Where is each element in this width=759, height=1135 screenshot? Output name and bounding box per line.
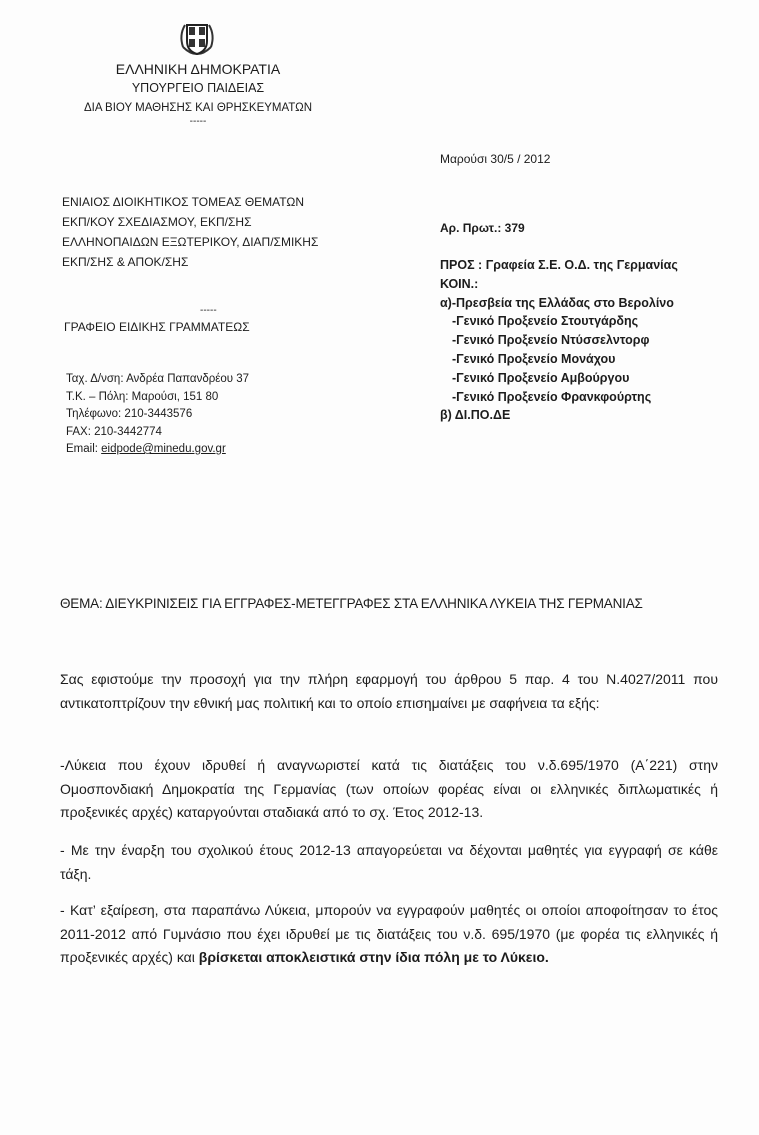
recipient-consulate: -Γενικό Προξενείο Μονάχου	[452, 351, 616, 366]
postal-code: Τ.Κ. – Πόλη: Μαρούσι, 151 80	[66, 390, 219, 403]
contact-block	[66, 371, 249, 459]
exception-text: - Κατ’ εξαίρεση, στα παραπάνω Λύκεια, μπορούν να εγγραφούν μαθητές οι οποίοι αποφοίτησαν το έτος 2011-2012 από Γυμνάσιο που έχει ιδρυθεί με τις διατάξεις του ν.δ. 695/1970 (με φορέα τις ελληνικές ή προξενικές αρχές) και	[60, 902, 718, 966]
sender-line: ΕΝΙΑΙΟΣ ΔΙΟΙΚΗΤΙΚΟΣ ΤΟΜΕΑΣ ΘΕΜΑΤΩΝ	[62, 195, 305, 209]
recipient-consulate: -Γενικό Προξενείο Στουτγάρδης	[452, 314, 639, 329]
email-link[interactable]: eidpode@minedu.gov.gr	[101, 443, 226, 455]
recipients-block	[440, 256, 678, 425]
paragraph-abolition: -Λύκεια που έχουν ιδρυθεί ή αναγνωριστεί κατά τις διατάξεις του ν.δ.695/1970 (Α΄221) στην Ομοσπονδιακή Δημοκρατία της Γερμανίας (των οποίων φορέας είναι οι ελληνικές διπλωματικές ή προξενικές αρχές) καταργούνται σταδιακά από το σχ. Έτος 2012-13.	[60, 757, 718, 821]
recipient-consulate: -Γενικό Προξενείο Φρανκφούρτης	[452, 389, 652, 404]
sender-line: ΕΛΛΗΝΟΠΑΙΔΩΝ ΕΞΩΤΕΡΙΚΟΥ, ΔΙΑΠ/ΣΜΙΚΗΣ	[62, 235, 319, 249]
document-date: Μαρούσι 30/5 / 2012	[440, 152, 551, 166]
recipient-embassy: α)-Πρεσβεία της Ελλάδας στο Βερολίνο	[440, 295, 674, 310]
email-row	[66, 441, 249, 459]
subject-line: ΘΕΜΑ: ΔΙΕΥΚΡΙΝΙΣΕΙΣ ΓΙΑ ΕΓΓΡΑΦΕΣ-ΜΕΤΕΓΓΡΑΦΕΣ ΣΤΑ ΕΛΛΗΝΙΚΑ ΛΥΚΕΙΑ ΤΗΣ ΓΕΡΜΑΝΙΑΣ	[60, 596, 643, 611]
office-name: ΓΡΑΦΕΙΟ ΕΙΔΙΚΗΣ ΓΡΑΜΜΑΤΕΩΣ	[64, 320, 250, 334]
sender-line: ΕΚΠ/ΚΟΥ ΣΧΕΔΙΑΣΜΟΥ, ΕΚΠ/ΣΗΣ	[62, 215, 252, 229]
paragraph-intro: Σας εφιστούμε την προσοχή για την πλήρη εφαρμογή του άρθρου 5 παρ. 4 του Ν.4027/2011 που αντικατοπτρίζουν την εθνική μας πολιτική και το οποίο επισημαίνει με σαφήνεια τα εξής:	[60, 671, 718, 711]
header-separator: -----	[189, 116, 207, 127]
recipient-to: ΠΡΟΣ : Γραφεία Σ.Ε. Ο.Δ. της Γερμανίας	[440, 258, 678, 272]
recipient-dipode: β) ΔΙ.ΠΟ.ΔΕ	[440, 408, 511, 423]
greek-emblem-icon	[177, 17, 217, 59]
address: Ταχ. Δ/νση: Ανδρέα Παπανδρέου 37	[66, 373, 250, 385]
ministry-subtitle: ΔΙΑ ΒΙΟΥ ΜΑΘΗΣΗΣ ΚΑΙ ΘΡΗΣΚΕΥΜΑΤΩΝ	[83, 102, 313, 114]
country-name: ΕΛΛΗΝΙΚΗ ΔΗΜΟΚΡΑΤΙΑ	[115, 61, 281, 77]
sender-line: ΕΚΠ/ΣΗΣ & ΑΠΟΚ/ΣΗΣ	[62, 255, 189, 269]
recipient-consulate: -Γενικό Προξενείο Αμβούργου	[452, 370, 630, 385]
recipient-consulate: -Γενικό Προξενείο Ντύσσελντορφ	[452, 333, 650, 348]
paragraph-enrollment-ban: - Με την έναρξη του σχολικού έτους 2012-13 απαγορεύεται να δέχονται μαθητές για εγγραφή σε κάθε τάξη.	[60, 842, 718, 882]
protocol-number: Αρ. Πρωτ.: 379	[440, 221, 525, 235]
sender-separator: -----	[200, 305, 217, 316]
phone: Τηλέφωνο: 210-3443576	[66, 408, 193, 420]
paragraph-exception	[60, 899, 718, 970]
email-label: Email:	[66, 443, 102, 455]
exception-emphasis: βρίσκεται αποκλειστικά στην ίδια πόλη με το Λύκειο.	[198, 949, 549, 966]
sender-block	[62, 192, 318, 272]
fax: FAX: 210-3442774	[66, 425, 162, 438]
ministry-name: ΥΠΟΥΡΓΕΙΟ ΠΑΙΔΕΙΑΣ	[131, 81, 265, 95]
cc-label: ΚΟΙΝ.:	[440, 276, 479, 291]
